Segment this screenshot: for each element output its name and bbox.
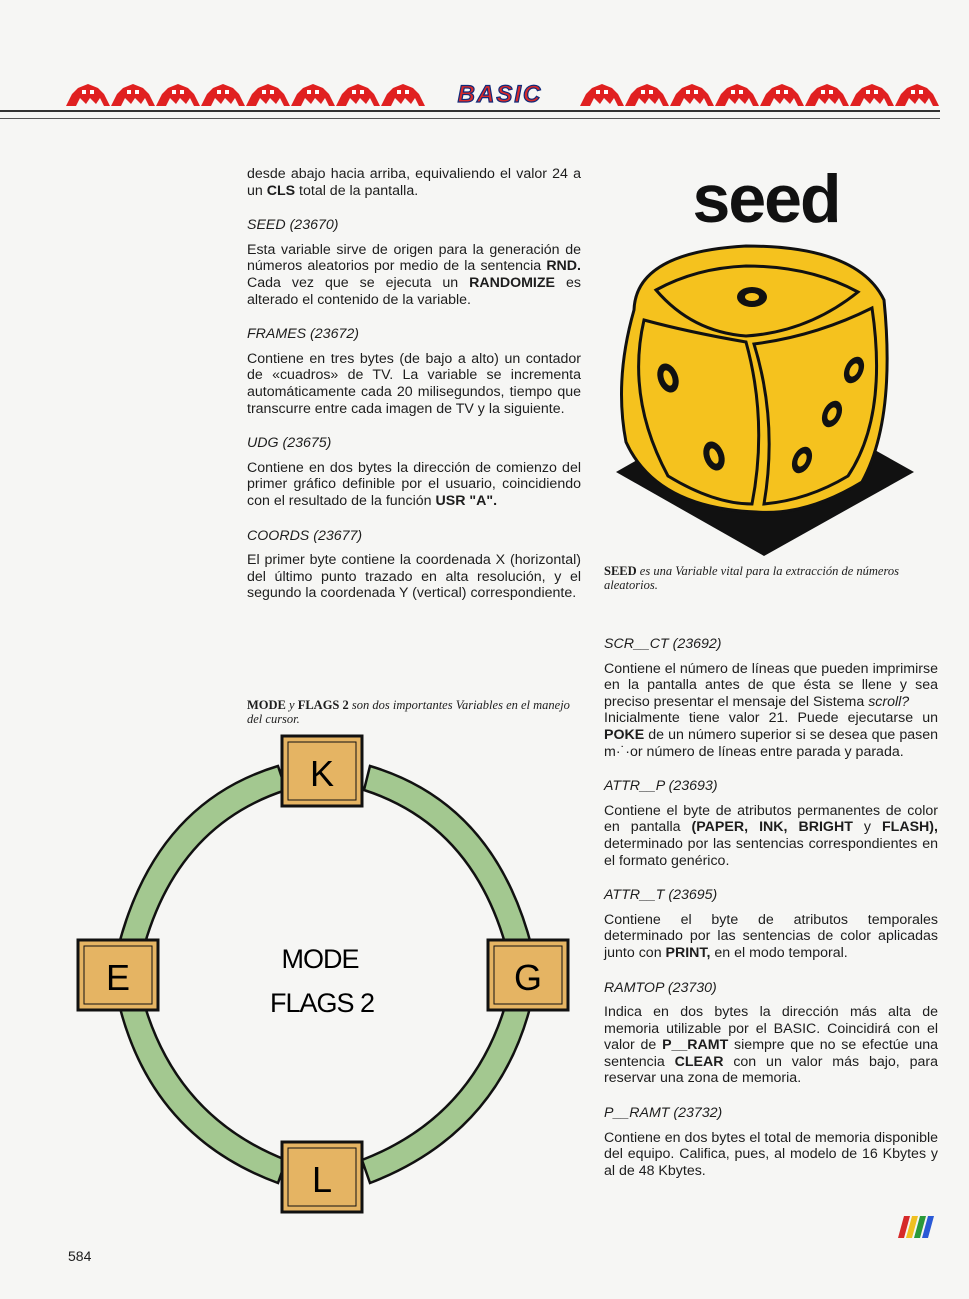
section-pramt — [604, 1105, 938, 1179]
basic-logo-text: BASIC — [457, 81, 543, 108]
invader-icon — [670, 84, 714, 106]
caption-text: es una Variable vital para la extracción de números aleatorios. — [604, 564, 899, 592]
invader-icon — [760, 84, 804, 106]
caption-bold: MODE — [247, 698, 286, 712]
section-text: Esta variable sirve de origen para la generación de números aleatorios por medio de la sentencia — [247, 241, 581, 275]
section-attrp — [604, 778, 938, 869]
page-number: 584 — [68, 1248, 92, 1264]
keyword: USR "A". — [435, 492, 498, 509]
section-text: siempre que no se efectúe una sentencia — [604, 1037, 938, 1070]
invader-icon — [625, 84, 669, 106]
keyword: RND. — [546, 258, 581, 275]
key-g-label: G — [513, 957, 543, 998]
mode-caption — [247, 698, 581, 726]
diagram-center-mode: MODE — [281, 944, 359, 974]
seed-die-figure — [596, 160, 936, 560]
invader-icon — [66, 84, 110, 106]
intro-text-end: total de la pantalla. — [295, 182, 419, 199]
invader-icon — [715, 84, 759, 106]
section-text: Contiene en tres bytes (de bajo a alto) un contador de «cuadros» de TV. La variable se incrementa automáticamente cada 20 milisegundos, tiempo que transcurre entre cada imagen de TV y la siguiente. — [247, 350, 581, 417]
section-text: Inicialmente tiene valor 21. Puede ejecutarse un — [604, 710, 938, 727]
seed-title: seed — [692, 161, 840, 237]
rainbow-stripes-icon — [894, 1216, 934, 1238]
right-column — [604, 636, 938, 1197]
section-text: de un número superior si se desea que pasen m·˙·or número de líneas entre parada y parada. — [604, 726, 938, 760]
section-text: Contiene el byte de atributos temporales determinado por las sentencias de color aplicadas junto con — [604, 911, 938, 961]
section-scrct — [604, 636, 938, 760]
section-frames — [247, 326, 581, 417]
section-heading: UDG (23675) — [247, 435, 332, 452]
intro-paragraph — [247, 166, 581, 199]
section-heading: SEED (23670) — [247, 217, 339, 234]
key-k — [282, 736, 362, 806]
key-l-label: L — [311, 1159, 333, 1200]
left-column — [247, 166, 581, 620]
section-text: es alterado el contenido de la variable. — [247, 274, 581, 308]
section-text: Cada vez que se ejecuta un — [247, 274, 470, 291]
header-rule-thin — [0, 118, 940, 119]
invader-icon — [246, 84, 290, 106]
invader-icon — [850, 84, 894, 106]
invader-icon — [580, 84, 624, 106]
keyword: POKE — [604, 726, 645, 743]
section-text: determinado por las sentencias correspondientes en el formato genérico. — [604, 835, 938, 869]
header-invader-band — [0, 70, 940, 120]
section-seed — [247, 217, 581, 308]
section-text: Contiene en dos bytes la dirección de comienzo del primer gráfico definible por el usuario, coincidiendo con el resultado de la función — [247, 459, 581, 509]
key-g — [488, 940, 568, 1010]
key-e — [78, 940, 158, 1010]
keyword: P__RAMT — [662, 1037, 729, 1054]
seed-caption — [604, 564, 904, 592]
keyword: CLEAR — [674, 1053, 724, 1070]
section-attrt — [604, 887, 938, 961]
section-italic: scroll? — [868, 693, 910, 710]
section-text: Contiene el número de líneas que pueden imprimirse en la pantalla antes de que ésta se llene y sea preciso presentar el mensaje del Sistema — [604, 660, 938, 710]
invader-icon — [201, 84, 245, 106]
section-text: Contiene en dos bytes el total de memoria disponible del equipo. Califica, pues, al modelo de 16 Kbytes y al de 48 Kbytes. — [604, 1129, 938, 1179]
caption-bold: SEED — [604, 564, 637, 578]
section-text: Contiene el byte de atributos permanentes de color en pantalla — [604, 802, 938, 836]
ring — [118, 766, 532, 1183]
mode-flags-diagram — [70, 728, 590, 1218]
key-k-label: K — [309, 753, 335, 794]
section-heading: COORDS (23677) — [247, 527, 363, 544]
invader-icon — [805, 84, 849, 106]
caption-text: y — [285, 698, 298, 712]
section-text: con un valor más bajo, para reservar una zona de memoria. — [604, 1053, 938, 1087]
keyword: FLASH), — [882, 819, 938, 836]
section-text: en el modo temporal. — [710, 944, 848, 961]
section-heading: P__RAMT (23732) — [604, 1105, 723, 1122]
intro-text: desde abajo hacia arriba, equivaliendo el valor 24 a un — [247, 166, 581, 199]
section-coords — [247, 528, 581, 602]
basic-logo — [452, 80, 548, 108]
invader-icon — [291, 84, 335, 106]
key-e-label: E — [105, 957, 131, 998]
invader-icon — [381, 84, 425, 106]
section-heading: ATTR__T (23695) — [604, 887, 718, 904]
caption-text: son dos importantes Variables en el manejo del cursor. — [247, 698, 570, 726]
section-text: Indica en dos bytes la dirección más alta de memoria utilizable por el BASIC. Coincidirá con el valor de — [604, 1004, 938, 1054]
keyword: RANDOMIZE — [469, 274, 556, 291]
keyword: (PAPER, INK, BRIGHT — [691, 819, 853, 836]
keyword: PRINT, — [665, 944, 711, 961]
section-heading: ATTR__P (23693) — [604, 778, 718, 795]
section-ramtop — [604, 980, 938, 1088]
section-udg — [247, 435, 581, 509]
caption-bold: FLAGS 2 — [297, 698, 349, 712]
section-heading: SCR__CT (23692) — [604, 636, 722, 652]
section-heading: RAMTOP (23730) — [604, 979, 717, 996]
section-heading: FRAMES (23672) — [247, 326, 359, 343]
header-rule — [0, 110, 940, 112]
section-text: El primer byte contiene la coordenada X (horizontal) del último punto trazado en alta resolución, y el segundo la coordenada Y (vertical) correspondiente. — [247, 552, 581, 602]
invader-icon — [156, 84, 200, 106]
invader-icon — [111, 84, 155, 106]
invader-icon — [336, 84, 380, 106]
intro-keyword: CLS — [266, 182, 296, 199]
invader-icon — [895, 84, 939, 106]
diagram-center-flags: FLAGS 2 — [269, 988, 375, 1018]
key-l — [282, 1142, 362, 1212]
section-text: y — [852, 819, 883, 836]
